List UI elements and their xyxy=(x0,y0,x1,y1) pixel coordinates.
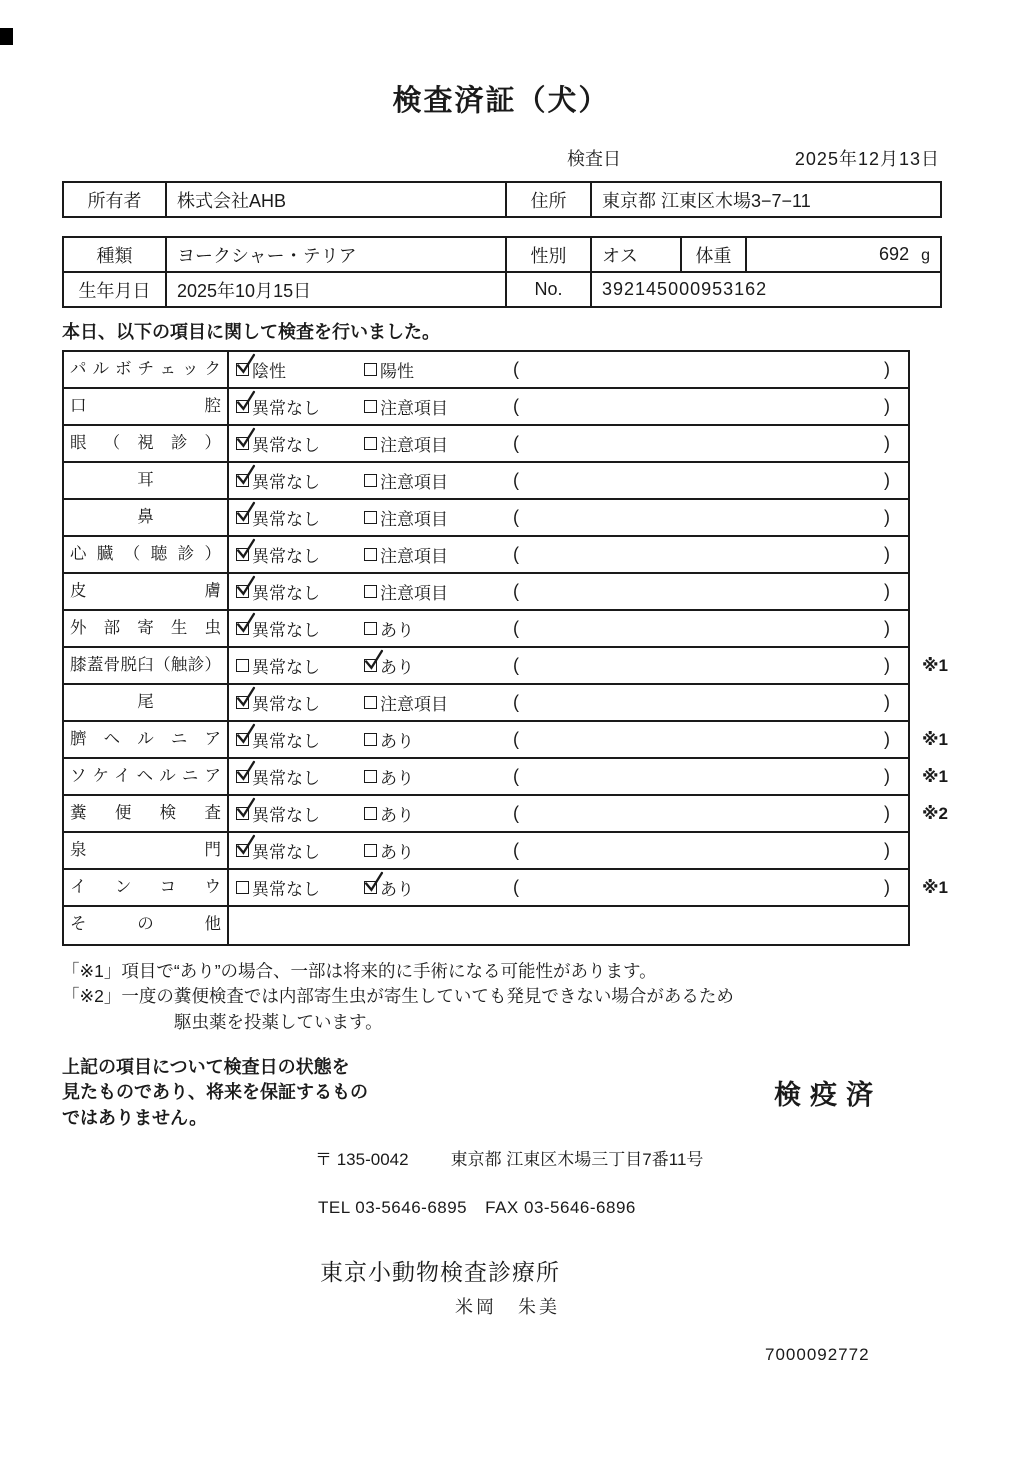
paren-close: ) xyxy=(884,840,890,860)
paren-close: ) xyxy=(884,692,890,712)
checklist-item-label: 皮膚 xyxy=(64,574,229,609)
option-label: 異常なし xyxy=(252,658,320,677)
checkbox-option xyxy=(364,394,509,419)
tel-number: TEL 03-5646-6895 xyxy=(318,1197,468,1217)
option-label: 異常なし xyxy=(252,547,320,566)
checkbox-option xyxy=(236,394,364,419)
page-title: 検査済証（犬） xyxy=(392,85,610,117)
result-blank-field xyxy=(513,729,890,750)
checklist-row-body xyxy=(229,389,908,424)
paren-open: ( xyxy=(513,544,519,564)
checkbox-option xyxy=(236,653,364,678)
paren-close: ) xyxy=(884,766,890,786)
paren-close: ) xyxy=(884,877,890,897)
option-label: 異常なし xyxy=(252,584,320,603)
inspection-date-label: 検査日 xyxy=(567,149,621,169)
paren-close: ) xyxy=(884,803,890,823)
paren-close: ) xyxy=(884,581,890,601)
paren-close: ) xyxy=(884,729,890,749)
checklist-row-body xyxy=(229,759,908,794)
reference-mark: ※1 xyxy=(922,877,948,897)
checklist-row-body xyxy=(229,463,908,498)
result-blank-field xyxy=(513,766,890,787)
clinic-name: 東京小動物検査診療所 xyxy=(320,1258,560,1285)
paren-close: ) xyxy=(884,433,890,453)
checkbox-option xyxy=(236,431,364,456)
checkbox-option xyxy=(236,727,364,752)
checkbox-option xyxy=(364,653,509,678)
checkbox-option xyxy=(236,801,364,826)
option-label: 注意項目 xyxy=(380,695,448,714)
owner-table xyxy=(62,181,942,218)
clinic-address-line xyxy=(315,1145,940,1170)
paren-open: ( xyxy=(513,877,519,897)
disclaimer-line1: 上記の項目について検査日の状態を xyxy=(62,1057,350,1078)
option-label: 異常なし xyxy=(252,399,320,418)
birth-row xyxy=(63,272,941,307)
result-blank-field xyxy=(513,433,890,454)
checklist-row xyxy=(64,574,908,611)
paren-close: ) xyxy=(884,359,890,379)
unchecked-checkbox-icon xyxy=(364,474,377,487)
checked-checkbox-icon xyxy=(236,437,249,450)
checklist-row xyxy=(64,537,908,574)
checklist-row xyxy=(64,611,908,648)
paren-open: ( xyxy=(513,470,519,490)
weight-unit: g xyxy=(921,247,930,264)
option-label: 異常なし xyxy=(252,806,320,825)
unchecked-checkbox-icon xyxy=(364,844,377,857)
postal-code: 〒 135-0042 xyxy=(315,1149,409,1169)
option-label: 異常なし xyxy=(252,695,320,714)
serial-number: 7000092772 xyxy=(765,1344,870,1364)
checked-checkbox-icon xyxy=(236,585,249,598)
checklist-row xyxy=(64,463,908,500)
fax-number: FAX 03-5646-6896 xyxy=(485,1197,636,1217)
checklist-row xyxy=(64,907,908,944)
checklist-item-label: 眼（視診） xyxy=(64,426,229,461)
paren-open: ( xyxy=(513,433,519,453)
sex-value: オス xyxy=(591,237,681,272)
owner-value: 株式会社AHB xyxy=(166,182,506,217)
checkbox-option xyxy=(364,801,509,826)
checkbox-option xyxy=(364,468,509,493)
birth-label: 生年月日 xyxy=(63,272,166,307)
checkbox-option xyxy=(236,542,364,567)
checklist-row-body xyxy=(229,722,908,757)
checklist-item-label: 心臓（聴診） xyxy=(64,537,229,572)
paren-open: ( xyxy=(513,692,519,712)
unchecked-checkbox-icon xyxy=(364,807,377,820)
paren-open: ( xyxy=(513,581,519,601)
checklist-row-body xyxy=(229,685,908,720)
option-label: 異常なし xyxy=(252,880,320,899)
option-label: 注意項目 xyxy=(380,399,448,418)
checkbox-option xyxy=(364,690,509,715)
option-label: 注意項目 xyxy=(380,584,448,603)
breed-value: ヨークシャー・テリア xyxy=(166,237,506,272)
checklist-row xyxy=(64,796,948,833)
paren-close: ) xyxy=(884,507,890,527)
checkbox-option xyxy=(364,542,509,567)
checklist-row xyxy=(64,870,948,907)
paren-open: ( xyxy=(513,507,519,527)
checklist-row-body xyxy=(229,500,908,535)
inspection-date-value: 2025年12月13日 xyxy=(794,149,940,169)
checkbox-option xyxy=(236,838,364,863)
checked-checkbox-icon xyxy=(236,474,249,487)
weight-value xyxy=(746,237,941,272)
result-blank-field xyxy=(513,544,890,565)
checklist-row-body xyxy=(229,907,908,944)
checklist-row-body xyxy=(229,833,908,868)
option-label: 異常なし xyxy=(252,510,320,529)
checked-checkbox-icon xyxy=(236,696,249,709)
checkbox-option xyxy=(236,875,364,900)
checklist-item-label: パルボチェック xyxy=(64,352,229,387)
disclaimer-text xyxy=(62,1055,368,1131)
option-label: 注意項目 xyxy=(380,436,448,455)
result-blank-field xyxy=(513,470,890,491)
unchecked-checkbox-icon xyxy=(364,437,377,450)
checked-checkbox-icon xyxy=(236,400,249,413)
checkbox-option xyxy=(236,468,364,493)
checklist-item-label: その他 xyxy=(64,907,229,944)
breed-label: 種類 xyxy=(63,237,166,272)
result-blank-field xyxy=(513,655,890,676)
disclaimer-row xyxy=(62,1055,940,1131)
checkbox-option xyxy=(364,875,509,900)
owner-row xyxy=(63,182,941,217)
option-label: あり xyxy=(380,843,414,862)
paren-open: ( xyxy=(513,655,519,675)
option-label: あり xyxy=(380,621,414,640)
result-blank-field xyxy=(513,840,890,861)
veterinarian-name: 米岡 朱美 xyxy=(455,1296,560,1317)
checklist-row-body xyxy=(229,352,908,387)
checked-checkbox-icon xyxy=(236,770,249,783)
result-blank-field xyxy=(513,581,890,602)
result-blank-field xyxy=(513,803,890,824)
option-label: 陰性 xyxy=(252,362,286,381)
paren-open: ( xyxy=(513,359,519,379)
quarantine-passed-stamp: 検疫済 xyxy=(774,1080,882,1111)
owner-label: 所有者 xyxy=(63,182,166,217)
sex-label: 性別 xyxy=(506,237,591,272)
paren-open: ( xyxy=(513,618,519,638)
paren-open: ( xyxy=(513,803,519,823)
paren-close: ) xyxy=(884,396,890,416)
unchecked-checkbox-icon xyxy=(364,548,377,561)
option-label: 異常なし xyxy=(252,621,320,640)
option-label: 異常なし xyxy=(252,473,320,492)
checklist-row xyxy=(64,500,908,537)
paren-open: ( xyxy=(513,766,519,786)
result-blank-field xyxy=(513,507,890,528)
checked-checkbox-icon xyxy=(364,659,377,672)
unchecked-checkbox-icon xyxy=(364,363,377,376)
footnote-1: 「※1」項目で“あり”の場合、一部は将来的に手術になる可能性があります。 xyxy=(62,961,657,981)
unchecked-checkbox-icon xyxy=(236,881,249,894)
paren-open: ( xyxy=(513,840,519,860)
address-label: 住所 xyxy=(506,182,591,217)
checkbox-option xyxy=(236,357,364,382)
paren-close: ) xyxy=(884,544,890,564)
reference-mark: ※1 xyxy=(922,655,948,675)
option-label: あり xyxy=(380,880,414,899)
paren-close: ) xyxy=(884,470,890,490)
checklist-item-label: 泉門 xyxy=(64,833,229,868)
option-label: あり xyxy=(380,806,414,825)
no-value: 392145000953162 xyxy=(591,272,941,307)
checklist-item-label: インコウ xyxy=(64,870,229,905)
checklist-item-label: 臍ヘルニア xyxy=(64,722,229,757)
clinic-address: 東京都 江東区木場三丁目7番11号 xyxy=(450,1149,704,1169)
unchecked-checkbox-icon xyxy=(364,400,377,413)
checklist-row-body xyxy=(229,796,908,831)
option-label: あり xyxy=(380,769,414,788)
checklist-row-body xyxy=(229,611,908,646)
checked-checkbox-icon xyxy=(236,733,249,746)
checked-checkbox-icon xyxy=(236,622,249,635)
checked-checkbox-icon xyxy=(236,511,249,524)
unchecked-checkbox-icon xyxy=(364,770,377,783)
checklist-row xyxy=(64,648,948,685)
checklist-row xyxy=(64,389,908,426)
reference-mark: ※1 xyxy=(922,729,948,749)
checkbox-option xyxy=(236,505,364,530)
footnote-2-line2: 駆虫薬を投薬しています。 xyxy=(174,1011,383,1032)
checklist-item-label: ソケイヘルニア xyxy=(64,759,229,794)
checked-checkbox-icon xyxy=(236,807,249,820)
unchecked-checkbox-icon xyxy=(364,585,377,598)
checklist-row xyxy=(64,722,948,759)
checklist-row-body xyxy=(229,870,908,905)
option-label: あり xyxy=(380,732,414,751)
footnote-2-line1: 「※2」一度の糞便検査では内部寄生虫が寄生していても発見できない場合があるため xyxy=(62,986,734,1007)
no-label: No. xyxy=(506,272,591,307)
checkbox-option xyxy=(364,764,509,789)
unchecked-checkbox-icon xyxy=(364,733,377,746)
checklist-row-body xyxy=(229,648,908,683)
paren-close: ) xyxy=(884,618,890,638)
checklist-item-label: 口腔 xyxy=(64,389,229,424)
option-label: 注意項目 xyxy=(380,473,448,492)
checkbox-option xyxy=(236,764,364,789)
checklist-row-body xyxy=(229,537,908,572)
animal-detail-table xyxy=(62,236,942,308)
birth-value: 2025年10月15日 xyxy=(166,272,506,307)
paren-open: ( xyxy=(513,396,519,416)
weight-label: 体重 xyxy=(681,237,746,272)
inspection-date-row xyxy=(62,145,940,171)
checklist-row xyxy=(64,352,908,389)
checklist-table xyxy=(62,350,948,946)
option-label: 異常なし xyxy=(252,769,320,788)
checkbox-option xyxy=(364,727,509,752)
disclaimer-line3: ではありません。 xyxy=(62,1107,208,1128)
footnotes xyxy=(62,959,940,1035)
checklist-item-label: 耳 xyxy=(64,463,229,498)
checkbox-option xyxy=(364,838,509,863)
result-blank-field xyxy=(513,396,890,417)
checked-checkbox-icon xyxy=(236,844,249,857)
address-value: 東京都 江東区木場3−7−11 xyxy=(591,182,941,217)
disclaimer-line2: 見たものであり、将来を保証するもの xyxy=(62,1082,368,1103)
option-label: 異常なし xyxy=(252,843,320,862)
intro-text: 本日、以下の項目に関して検査を行いました。 xyxy=(62,322,440,342)
checklist-item-label: 膝蓋骨脱臼（触診） xyxy=(64,648,229,683)
unchecked-checkbox-icon xyxy=(364,511,377,524)
option-label: 陽性 xyxy=(380,362,414,381)
paren-open: ( xyxy=(513,729,519,749)
option-label: 注意項目 xyxy=(380,547,448,566)
checkbox-option xyxy=(364,357,509,382)
checkbox-option xyxy=(236,690,364,715)
checklist-row-body xyxy=(229,574,908,609)
checklist-item-label: 外部寄生虫 xyxy=(64,611,229,646)
checklist-row xyxy=(64,833,908,870)
scan-artifact xyxy=(0,28,13,45)
checkbox-option xyxy=(364,505,509,530)
checklist-item-label: 尾 xyxy=(64,685,229,720)
result-blank-field xyxy=(513,692,890,713)
clinic-phone-line xyxy=(318,1198,940,1218)
checklist-item-label: 鼻 xyxy=(64,500,229,535)
result-blank-field xyxy=(513,359,890,380)
checklist-row-body xyxy=(229,426,908,461)
checkbox-option xyxy=(236,579,364,604)
weight-number: 692 xyxy=(879,244,910,264)
reference-mark: ※1 xyxy=(922,766,948,786)
checkbox-option xyxy=(364,579,509,604)
option-label: あり xyxy=(380,658,414,677)
checked-checkbox-icon xyxy=(236,548,249,561)
breed-row xyxy=(63,237,941,272)
checked-checkbox-icon xyxy=(236,363,249,376)
checkbox-option xyxy=(364,616,509,641)
checklist-row xyxy=(64,685,908,722)
checkbox-option xyxy=(236,616,364,641)
option-label: 異常なし xyxy=(252,732,320,751)
checklist-row xyxy=(64,759,948,796)
unchecked-checkbox-icon xyxy=(364,696,377,709)
checklist-row xyxy=(64,426,908,463)
unchecked-checkbox-icon xyxy=(364,622,377,635)
option-label: 異常なし xyxy=(252,436,320,455)
result-blank-field xyxy=(513,618,890,639)
checklist-item-label: 糞便検査 xyxy=(64,796,229,831)
reference-mark: ※2 xyxy=(922,803,948,823)
paren-close: ) xyxy=(884,655,890,675)
result-blank-field xyxy=(513,877,890,898)
unchecked-checkbox-icon xyxy=(236,659,249,672)
checked-checkbox-icon xyxy=(364,881,377,894)
checkbox-option xyxy=(364,431,509,456)
option-label: 注意項目 xyxy=(380,510,448,529)
